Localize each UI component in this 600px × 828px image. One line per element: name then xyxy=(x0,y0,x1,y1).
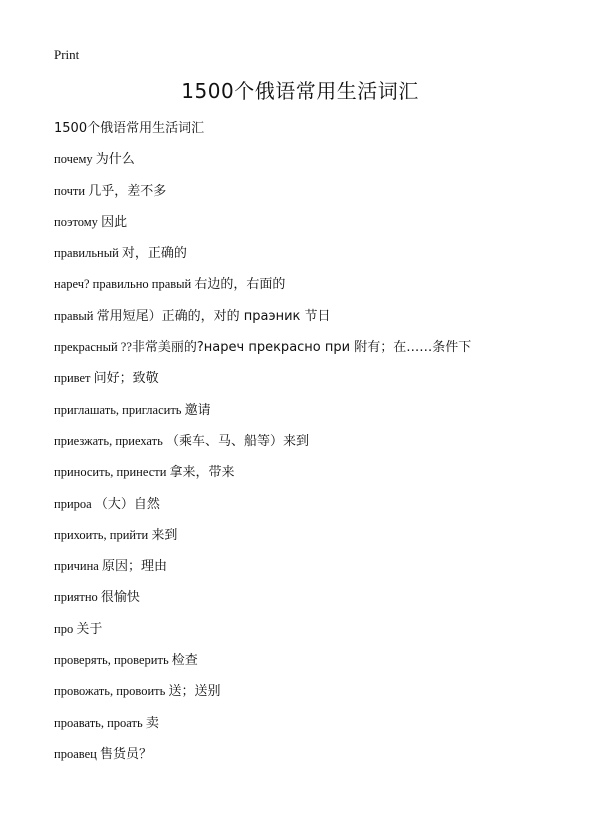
chinese-translation: 来到 xyxy=(151,527,178,543)
vocab-entry xyxy=(54,337,574,368)
chinese-translation: 1500个俄语常用生活词汇 xyxy=(54,121,205,136)
russian-word: прихоить, прийти xyxy=(54,527,152,542)
russian-word: проавец xyxy=(54,746,100,761)
russian-word: привет xyxy=(54,371,94,386)
chinese-translation: 因此 xyxy=(101,214,128,230)
chinese-translation: 几乎，差不多 xyxy=(88,183,167,199)
vocab-entry xyxy=(54,713,574,744)
vocab-entry xyxy=(54,400,574,431)
vocabulary-list xyxy=(54,118,574,775)
vocab-entry xyxy=(54,619,574,650)
chinese-translation: 邀请 xyxy=(184,402,211,418)
document-title: 1500个俄语常用生活词汇 xyxy=(181,79,419,103)
chinese-translation: 对，正确的 xyxy=(121,246,187,262)
chinese-translation: 非常美丽的?нареч прекрасно при 附有；在……条件下 xyxy=(131,340,472,356)
russian-word: про xyxy=(54,621,77,636)
russian-word: приглашать, пригласить xyxy=(54,402,185,417)
russian-word: правильный xyxy=(54,246,122,261)
vocab-entry xyxy=(54,212,574,243)
chinese-translation: 问好；致敬 xyxy=(93,371,159,387)
chinese-translation: 很愉快 xyxy=(100,590,140,606)
chinese-translation: 拿来，带来 xyxy=(169,465,235,481)
russian-word: приносить, принести xyxy=(54,465,170,480)
vocab-entry xyxy=(54,149,574,180)
chinese-translation: 为什么 xyxy=(95,152,135,168)
russian-word: почти xyxy=(54,183,89,198)
vocab-entry xyxy=(54,556,574,587)
vocab-entry xyxy=(54,587,574,618)
russian-word: прекрасный ?? xyxy=(54,340,132,355)
russian-word: приятно xyxy=(54,590,101,605)
russian-word: проверять, проверить xyxy=(54,653,172,668)
vocab-entry xyxy=(54,525,574,556)
russian-word: правый xyxy=(54,308,97,323)
russian-word: поэтому xyxy=(54,214,102,229)
russian-word: прироа xyxy=(54,496,95,511)
chinese-translation: 检查 xyxy=(171,653,198,669)
print-label: Print xyxy=(54,47,80,62)
vocab-entry xyxy=(54,681,574,712)
russian-word: проавать, проать xyxy=(54,715,146,730)
russian-word: приезжать, приехать xyxy=(54,433,166,448)
russian-word: причина xyxy=(54,559,102,574)
chinese-translation: 常用短尾）正确的，对的 праэник 节日 xyxy=(96,308,331,324)
russian-word: почему xyxy=(54,152,96,167)
chinese-translation: （大）自然 xyxy=(94,496,160,512)
vocab-entry xyxy=(54,181,574,212)
vocab-entry xyxy=(54,274,574,305)
vocab-entry xyxy=(54,306,574,337)
vocab-entry xyxy=(54,431,574,462)
chinese-translation: 卖 xyxy=(145,715,159,731)
vocab-entry xyxy=(54,650,574,681)
chinese-translation: 送；送别 xyxy=(168,684,221,700)
vocab-entry xyxy=(54,118,574,149)
vocab-entry xyxy=(54,744,574,775)
russian-word: провожать, провоить xyxy=(54,684,169,699)
chinese-translation: 关于 xyxy=(76,621,103,637)
russian-word: нареч? правильно правый xyxy=(54,277,195,292)
vocab-entry xyxy=(54,462,574,493)
vocab-entry xyxy=(54,243,574,274)
chinese-translation: （乘车、马、船等）来到 xyxy=(165,433,309,449)
chinese-translation: 售货员？ xyxy=(99,746,152,762)
vocab-entry xyxy=(54,494,574,525)
chinese-translation: 右边的，右面的 xyxy=(194,277,286,293)
chinese-translation: 原因；理由 xyxy=(101,559,167,575)
vocab-entry xyxy=(54,368,574,399)
